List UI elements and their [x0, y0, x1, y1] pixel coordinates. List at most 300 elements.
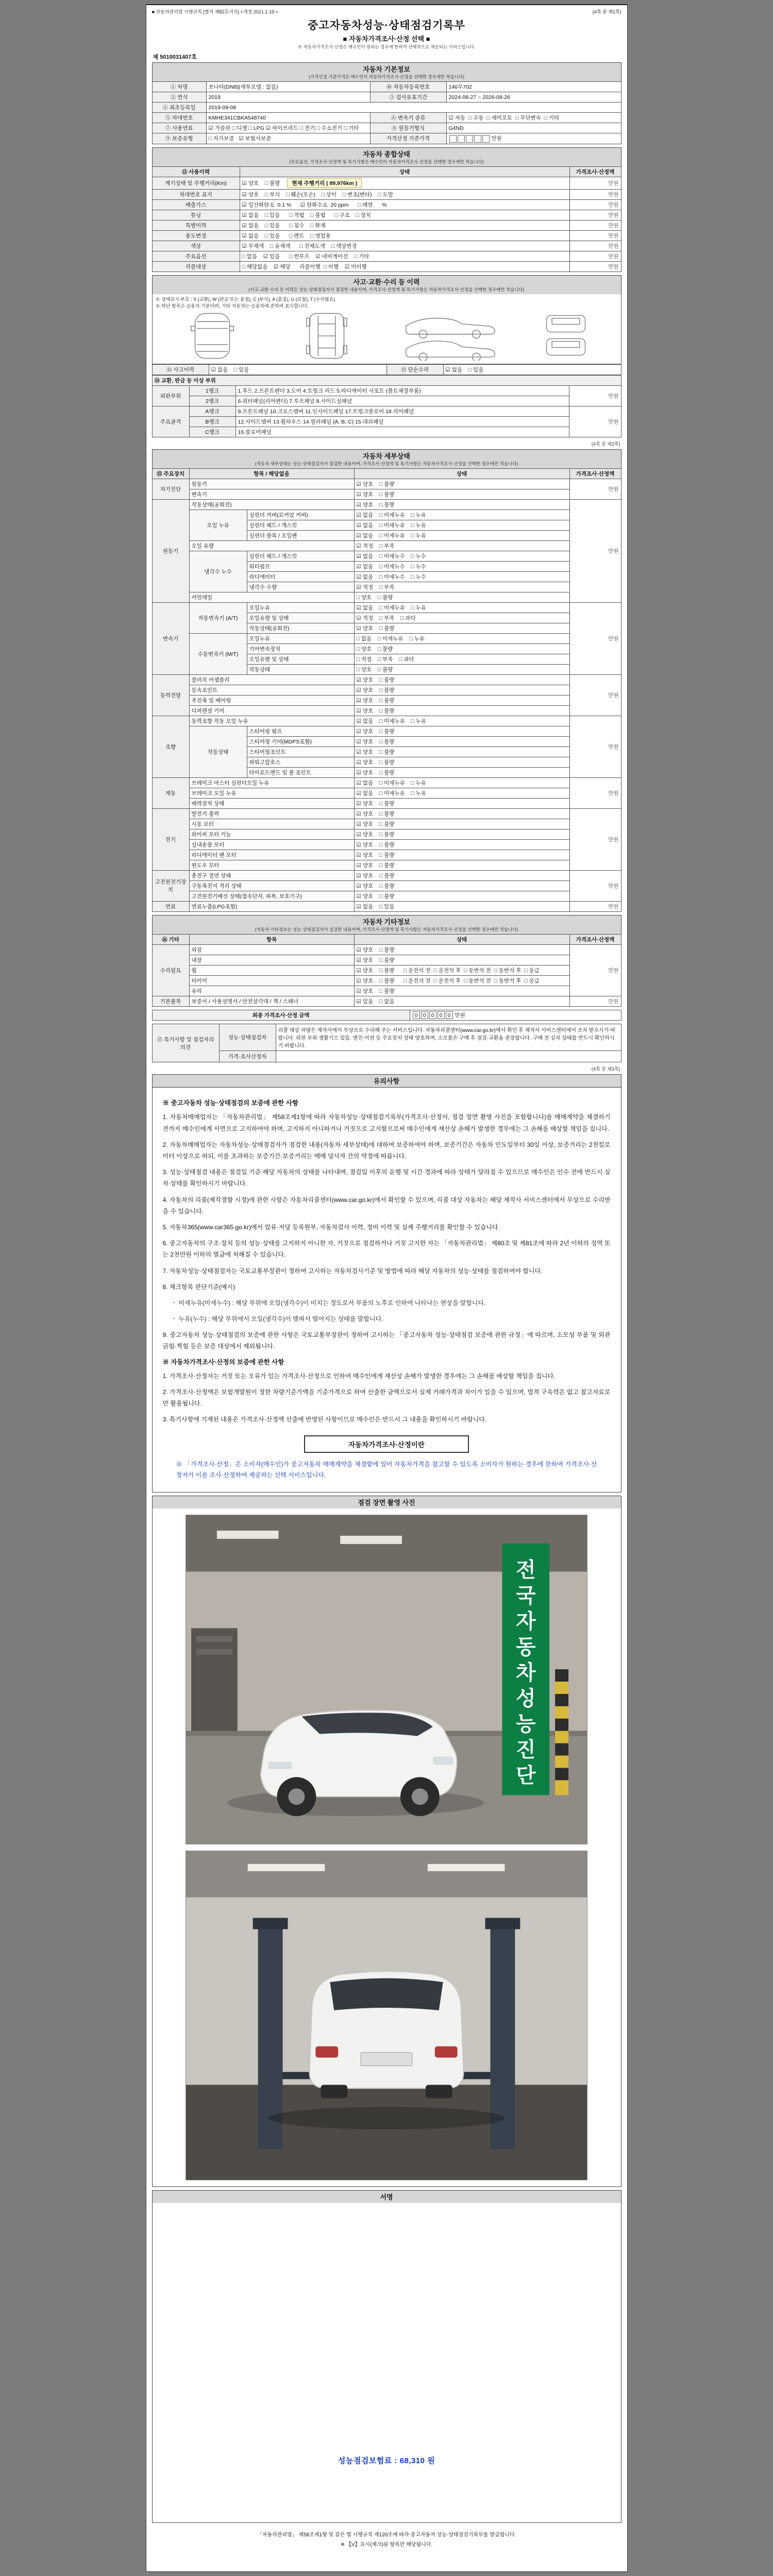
device-item-state: ☑ 양호 □ 불량	[354, 870, 569, 880]
page-marker: (4쪽 중 제3쪽)	[591, 1066, 620, 1072]
usage-item-label: 용도변경	[152, 230, 240, 241]
device-group-label: 연료	[152, 901, 189, 911]
etc-item-state: ☑ 양호 □ 불량	[354, 986, 569, 996]
device-item-state: □ 적정 □ 부족 □ 과다	[354, 654, 569, 664]
etc-row	[152, 944, 621, 955]
usage-item-label: 특별이력	[152, 220, 240, 230]
price-amount-cell: 만원	[569, 189, 621, 199]
device-item-state: ☑ 없음 □ 미세누수 □ 누수	[354, 561, 569, 571]
device-item-state: ☑ 양호 □ 불량	[354, 819, 569, 829]
device-row	[152, 499, 621, 510]
device-item-label: 실내송풍 모터	[189, 839, 354, 850]
device-item-label: 와이퍼 모터 기능	[189, 829, 354, 839]
device-item-state: ☑ 없음 □ 미세누유 □ 누유	[354, 602, 569, 613]
device-price-cell: 만원	[569, 602, 621, 674]
device-price-cell: 만원	[569, 499, 621, 602]
appraiser-comment	[276, 1051, 621, 1062]
price-amount-cell: 만원	[569, 199, 621, 210]
vin-value: KMHE341CBKA548740	[206, 113, 370, 123]
exchange-rank-table	[152, 375, 621, 437]
form-subtitle: ■ 자동차가격조사·산정 선택 ■	[343, 35, 430, 43]
device-row	[152, 551, 621, 561]
etc-info-header	[152, 915, 621, 934]
device-item-state: ☑ 적정 □ 부족	[354, 582, 569, 592]
device-column-header: ⑮ 주요장치	[152, 468, 189, 479]
price-amount-cell: 만원	[569, 220, 621, 230]
insurance-fee-value: 68,310 원	[399, 2456, 435, 2466]
etc-row	[152, 965, 621, 975]
detail-state-section	[152, 449, 621, 912]
device-item-label: 발전기 출력	[189, 808, 354, 819]
device-subgroup-label: 자동변속기 (A/T)	[189, 602, 247, 633]
rank-label: A랭크	[189, 406, 236, 416]
inspection-photo-lift	[186, 1851, 587, 2180]
device-item-state: ☑ 양호 □ 불량	[354, 726, 569, 736]
device-price-cell: 만원	[569, 901, 621, 911]
device-price-cell: 만원	[569, 870, 621, 901]
etc-row	[152, 955, 621, 965]
device-item-state: □ 양호 □ 불량	[354, 643, 569, 654]
usage-history-row	[152, 177, 621, 189]
photo-front-illustration	[186, 1515, 587, 1844]
device-row	[152, 777, 621, 788]
device-item-label: 타이로드엔드 및 볼 조인트	[247, 767, 354, 777]
usage-history-column-header: ⑪ 사용이력	[152, 166, 240, 177]
device-item-state: ☑ 양호 □ 불량	[354, 808, 569, 819]
etc-row	[152, 975, 621, 986]
device-item-label: 오일유량 및 상태	[247, 613, 354, 623]
device-item-label: 스티어링조인트	[247, 747, 354, 757]
basic-info-section	[152, 62, 621, 144]
etc-item-label: 휠	[189, 965, 354, 975]
device-item-state: ☑ 양호 □ 불량	[354, 891, 569, 901]
device-item-label: 오일누유	[247, 602, 354, 613]
reg-no-label: ⑩ 자동차등록번호	[370, 82, 446, 92]
notice-item: 8. 체크항목 판단기준(예시)	[162, 1283, 236, 1291]
svg-text:전국자동차성능진단: 전 국 자 동 차 성 능 진 단	[516, 1559, 536, 1787]
item-column-header: 항목	[189, 934, 354, 944]
rank-price-cell: 만원	[569, 406, 621, 437]
accident-history-label: ⑫ 사고이력	[152, 364, 209, 375]
usage-item-label: 리콜대상	[152, 261, 240, 272]
price-digit-box	[482, 135, 490, 143]
rank-parts: 12.사이드멤버 13.휠하우스 14.필러패널 (A, B, C) 15.대쉬패널	[236, 416, 569, 427]
usage-history-row	[152, 189, 621, 199]
notices-list-1	[163, 1111, 611, 1352]
device-price-cell: 만원	[569, 777, 621, 808]
price-digit-box: 0	[438, 1011, 445, 1019]
photo-lift-illustration	[186, 1851, 587, 2180]
insurance-fee	[338, 2455, 435, 2466]
item-column-header: 항목 / 해당없음	[189, 468, 354, 479]
remarks-label: ⑰ 특기사항 및 점검자의 의견	[152, 1024, 219, 1062]
device-item-state: ☑ 없음 □ 있음	[354, 901, 569, 911]
price-digit-box	[474, 135, 481, 143]
usage-item-label: 튜닝	[152, 210, 240, 220]
inspection-period-label: ③ 검사유효기간	[370, 92, 446, 103]
device-row	[152, 510, 621, 520]
device-row	[152, 592, 621, 602]
device-item-state: ☑ 양호 □ 불량	[354, 705, 569, 716]
device-item-label: 윈도우 모터	[189, 860, 354, 870]
notice-item: 3. 특기사항에 기재된 내용은 가격조사·산정액 산출에 반영된 사항이므로 매수인은 반드시 그 내용을 확인하시기 바랍니다.	[162, 1416, 487, 1423]
basic-info-table	[152, 81, 621, 144]
price-amount-cell: 만원	[569, 230, 621, 241]
base-price-label: 가격산정 기준가격	[370, 133, 446, 144]
device-item-label: 추진축 및 베어링	[189, 695, 354, 705]
notice-item: ㆍ 미세누유(미세누수) : 해당 부위에 오일(냉각수)이 비치는 정도로서 부품의 노후로 인하여 나타나는 현상을 말합니다.	[171, 1299, 486, 1307]
price-digit-box	[466, 135, 473, 143]
section-title: 점검 장면 촬영 사진	[358, 1499, 415, 1507]
final-price-value	[410, 1010, 621, 1021]
device-item-label: 변속기	[189, 489, 354, 499]
form-reference-line	[152, 8, 621, 15]
panel-group-label: 주요골격	[152, 406, 189, 437]
rank-label: 1랭크	[189, 385, 236, 396]
device-row	[152, 788, 621, 798]
final-price-unit: 만원	[455, 1012, 465, 1019]
inspection-record-page	[146, 4, 628, 2572]
device-item-label: 라디에이터 팬 모터	[189, 850, 354, 860]
device-group-label: 원동기	[152, 499, 189, 602]
device-item-label: 냉각수 수량	[247, 582, 354, 592]
document-number: 제 5010031407호	[153, 54, 197, 60]
etc-row	[152, 996, 621, 1006]
car-side-view-diagrams	[397, 311, 500, 361]
usage-history-row	[152, 199, 621, 210]
price-digit-box: 0	[421, 1011, 428, 1019]
device-item-label: 오일 유량	[189, 540, 354, 551]
fuel-checkboxes: ☑ 가솔린 □ 디젤 □ LPG ☑ 하이브리드 □ 전기 □ 수소전기 □ 기타	[206, 123, 370, 133]
device-item-label: 디퍼렌셜 기어	[189, 705, 354, 716]
first-registration-value: 2019-09-08	[206, 103, 621, 113]
section-note: (자동차 기타정보는 성능·상태점검자가 점검한 내용이며, 가격조사·산정액 및 특기사항은 자동차가격조사·산정을 선택한 경우에만 적습니다)	[255, 926, 518, 932]
device-row	[152, 685, 621, 695]
final-price-table	[152, 1010, 621, 1021]
device-item-label: 브레이크 오일 누유	[189, 788, 354, 798]
device-group-label: 고전원전기장치	[152, 870, 189, 901]
device-item-state: ☑ 양호 □ 불량	[354, 695, 569, 705]
page-marker: (4쪽 중 제1쪽)	[592, 9, 621, 14]
accident-history-header	[152, 275, 621, 294]
appraiser-role-label: 가격·조사산정자	[219, 1051, 276, 1062]
usage-item-label: 배출가스	[152, 199, 240, 210]
section-title: 유의사항	[373, 1077, 400, 1086]
rank-label: C랭크	[189, 427, 236, 437]
price-digit-box: 0	[446, 1011, 453, 1019]
device-item-label: 배력장치 상태	[189, 798, 354, 808]
etc-info-table	[152, 934, 621, 1007]
inspector-role-label: 성능·상태점검자	[219, 1024, 276, 1051]
form-footer	[152, 2530, 621, 2550]
transmission-checkboxes: ☑ 자동 □ 수동 □ 세미오토 □ 무단변속 □ 기타	[446, 113, 621, 123]
rank-row	[152, 427, 621, 437]
device-item-state: ☑ 양호 □ 불량	[354, 499, 569, 510]
engine-type-value: G4ND	[446, 123, 621, 133]
device-item-state: ☑ 적정 □ 부족 □ 과다	[354, 613, 569, 623]
device-row	[152, 540, 621, 551]
rank-parts: 1.후드 2.프론트펜더 3.도어 4.트렁크 리드 5.라디에이터 서포트 (볼트체결부품)	[236, 385, 569, 396]
usage-item-label: 색상	[152, 241, 240, 251]
fuel-label: ⑦ 사용연료	[152, 123, 206, 133]
etc-item-label: 외장	[189, 944, 354, 955]
notice-item: 4. 자동차의 리콜(제작결함 시정)에 관한 사항은 자동차리콜센터(www.car.go.kr)에서 확인할 수 있으며, 리콜 대상 자동차는 해당 제작사 서비스센터에서 무상으로 수리받을 수 있습니다.	[162, 1196, 611, 1215]
car-underbody-diagram	[283, 311, 371, 361]
device-item-label: 실린더 커버(로커암 커버)	[247, 510, 354, 520]
device-item-state: ☑ 양호 □ 불량	[354, 685, 569, 695]
device-item-state: ☑ 없음 □ 미세누유 □ 누유	[354, 520, 569, 530]
device-item-label: 작동상태(공회전)	[189, 499, 354, 510]
section-title: 자동차 기타정보	[363, 918, 410, 926]
device-group-label: 자기진단	[152, 479, 189, 499]
etc-info-section	[152, 915, 621, 1007]
notice-item: 9. 중고자동차 성능·상태점검의 보증에 관한 사항은 국토교통부장관이 정하여 고시하는 「중고자동차 성능·상태점검 보증에 관한 규정」에 따르며, 소모성 부품 및 외관 긁힘·찍힘 등은 보증 대상에서 제외됩니다.	[162, 1331, 611, 1350]
device-item-label: 작동상태(공회전)	[247, 623, 354, 633]
year-value: 2019	[206, 92, 370, 103]
device-item-state: ☑ 양호 □ 불량	[354, 860, 569, 870]
device-row	[152, 479, 621, 489]
footer-line-1: 「자동차관리법」 제58조제1항 및 같은 법 시행규칙 제120조에 따라 중고자동차 성능·상태점검기록부를 발급합니다.	[257, 2532, 516, 2538]
device-item-label: 실린더 헤드 / 개스킷	[247, 520, 354, 530]
car-top-view-diagram	[169, 311, 256, 361]
insurance-fee-label: 성능점검보험료 :	[338, 2456, 397, 2466]
rank-row	[152, 406, 621, 416]
device-group-label: 동력전달	[152, 674, 189, 716]
usage-item-state: □ 없음 ☑ 있음 □ 썬루프 ☑ 네비게이션 □ 기타	[240, 251, 569, 261]
notices-section	[152, 1074, 621, 1493]
device-row	[152, 726, 621, 736]
reg-no-value: 146무702	[446, 82, 621, 92]
car-name-value: 쏘나타(DN8)(세부모델 : 없음)	[206, 82, 370, 92]
etc-price-cell: 만원	[569, 996, 621, 1006]
rank-parts: 16.플로어패널	[236, 427, 569, 437]
device-row	[152, 839, 621, 850]
price-column-header: 가격조사·산정액	[569, 934, 621, 944]
section-note: (자동차 세부상태는 성능·상태점검자가 점검한 내용이며, 가격조사·산정액 및 특기사항은 자동차가격조사·산정을 선택한 경우에만 적습니다)	[255, 461, 518, 466]
exchange-panel-label: ⑭ 교환, 판금 등 이상 부위	[152, 375, 621, 385]
device-item-state: ☑ 없음 □ 미세누유 □ 누유	[354, 716, 569, 726]
detail-state-table	[152, 468, 621, 912]
rank-row	[152, 385, 621, 396]
device-item-state: ☑ 없음 □ 미세누유 □ 누유	[354, 510, 569, 520]
state-code-legend: ※ 상태표시 부호 : X (교환), W (판금 또는 용접), C (부식), A (흠집), U (요철), T (수리필요)	[155, 296, 335, 302]
vin-label: ⑤ 차대번호	[152, 113, 206, 123]
device-row	[152, 695, 621, 705]
device-item-state: ☑ 없음 □ 미세누수 □ 누수	[354, 571, 569, 582]
device-row	[152, 602, 621, 613]
comprehensive-state-header	[152, 147, 621, 166]
device-item-state: ☑ 양호 □ 불량	[354, 736, 569, 747]
signature-section	[152, 2190, 621, 2523]
device-item-label: 스티어링 펌프	[247, 726, 354, 736]
usage-item-label: 주요옵션	[152, 251, 240, 261]
etc-item-state: ☑ 양호 □ 불량 □ 운전석 전 □ 운전석 후 □ 동반석 전 □ 동반석 후 □ 응급	[354, 965, 569, 975]
state-column-header: 상태	[240, 166, 569, 177]
device-item-state: ☑ 양호 □ 불량	[354, 829, 569, 839]
etc-item-state: ☑ 양호 □ 불량	[354, 955, 569, 965]
device-item-label: 클러치 어셈블리	[189, 674, 354, 685]
base-price-unit: 만원	[491, 135, 502, 142]
device-item-label: 기어변속장치	[247, 643, 354, 654]
device-item-state: □ 양호 □ 불량	[354, 664, 569, 674]
first-registration-label: ④ 최초등록일	[152, 103, 206, 113]
etc-group-label: 기본품목	[152, 996, 189, 1006]
device-price-cell: 만원	[569, 674, 621, 716]
rank-row	[152, 396, 621, 406]
rank-row	[152, 416, 621, 427]
device-row	[152, 880, 621, 891]
car-diagram-panel	[152, 294, 621, 364]
price-amount-cell: 만원	[569, 241, 621, 251]
detail-state-header	[152, 449, 621, 468]
device-item-state: ☑ 없음 □ 미세누수 □ 누수	[354, 551, 569, 561]
device-row	[152, 870, 621, 880]
section-title: 자동차 세부상태	[363, 452, 410, 460]
price-amount-cell: 만원	[569, 251, 621, 261]
price-column-header: 가격조사·산정액	[569, 468, 621, 479]
inspection-photo-front	[186, 1515, 587, 1844]
car-name-label: ① 차명	[152, 82, 206, 92]
rank-parts: 9.프론트패널 10.크로스멤버 11.인사이드패널 17.트렁크플로어 18.리어패널	[236, 406, 569, 416]
form-subtitle-note: ※ 자동차가격조사·산정은 매수인이 원하는 경우에 한하여 선택적으로 제공되는 서비스입니다.	[297, 44, 476, 49]
usage-item-state: ☑ 없음 □ 있음 □ 렌트 □ 영업용	[240, 230, 569, 241]
device-item-state: ☑ 양호 □ 불량	[354, 880, 569, 891]
device-item-state: ☑ 없음 □ 미세누유 □ 누유	[354, 530, 569, 540]
device-item-state: ☑ 적정 □ 부족	[354, 540, 569, 551]
etc-item-label: 보증서 / 사용설명서 / 안전삼각대 / 잭 / 스패너	[189, 996, 354, 1006]
device-item-state: ☑ 없음 □ 미세누유 □ 누유	[354, 788, 569, 798]
base-price-digit-boxes	[449, 135, 490, 142]
usage-item-label: 차대번호 표기	[152, 189, 240, 199]
device-item-state: □ 양호 □ 불량	[354, 592, 569, 602]
year-label: ② 연식	[152, 92, 206, 103]
device-item-label: 파워고압호스	[247, 757, 354, 767]
state-code-legend2: ※ 하단 항목은 승용차 기준이며, 기타 자동차는 승용차에 준하여 표시합니다.	[155, 303, 309, 309]
device-group-label: 전기	[152, 808, 189, 870]
car-front-rear-diagrams	[527, 311, 604, 361]
device-item-state: ☑ 양호 □ 불량	[354, 850, 569, 860]
notice-item: 2. 자동차매매업자는 자동차성능·상태점검자가 점검한 내용(자동차 세부상태)에 대하여 보증하여야 하며, 보증기간은 자동차 인도일부터 30일 이상, 보증거리는 2천킬로미터 이상으로 하되, 이를 초과하는 보증기간·보증거리는 매매 당사자 간의 약정에 따릅니다.	[162, 1141, 611, 1160]
device-row	[152, 829, 621, 839]
footer-line-2: ※ 【V】표시(체크)된 항목만 해당됩니다.	[340, 2542, 433, 2548]
accident-repair-table	[152, 364, 621, 375]
device-row	[152, 716, 621, 726]
device-item-label: 오일유량 및 상태	[247, 654, 354, 664]
usage-history-row	[152, 251, 621, 261]
device-item-label: 연료누출(LPG포함)	[189, 901, 354, 911]
panel-group-label: 외판부위	[152, 385, 189, 406]
etc-item-label: 유리	[189, 986, 354, 996]
device-group-label: 조향	[152, 716, 189, 777]
price-amount-cell: 만원	[569, 261, 621, 272]
accident-history-section	[152, 275, 621, 437]
device-item-label: 구동축전지 격리 상태	[189, 880, 354, 891]
device-item-state: ☑ 양호 □ 불량	[354, 757, 569, 767]
device-item-label: 커먼레일	[189, 592, 354, 602]
warranty-type-label: ⑨ 보증유형	[152, 133, 206, 144]
usage-history-row	[152, 220, 621, 230]
usage-item-state: ☑ 없음 □ 있음 □ 침수 □ 화재	[240, 220, 569, 230]
notice-item: 6. 중고자동차의 구조·장치 등의 성능·상태를 고지하지 아니한 자, 거짓으로 점검하거나 거짓 고지한 자는 「자동차관리법」 제80조 및 제81조에 따라 2년 이하의 징역 또는 2천만원 이하의 벌금에 처해질 수 있습니다.	[162, 1240, 611, 1259]
price-digit-box	[458, 135, 465, 143]
comprehensive-state-table	[152, 166, 621, 272]
final-price-digit-boxes	[412, 1012, 453, 1019]
device-row	[152, 808, 621, 819]
photos-header	[153, 1496, 621, 1509]
device-row	[152, 850, 621, 860]
etc-item-state: ☑ 양호 □ 불량	[354, 944, 569, 955]
form-title: 중고자동차성능·상태점검기록부	[308, 20, 465, 31]
notice-item: 3. 성능·상태점검 내용은 점검일 기준 해당 자동차의 상태를 나타내며, 점검일 이후의 운행 및 시간 경과에 따라 상태가 달라질 수 있으므로 매수인은 인수 전에 반드시 실차 상태를 확인하시기 바랍니다.	[162, 1168, 611, 1188]
car-diagrams	[156, 310, 618, 363]
device-item-state: ☑ 양호 □ 불량	[354, 623, 569, 633]
device-row	[152, 819, 621, 829]
usage-item-state: ☑ 일산화탄소 0.1 % ☑ 탄화수소 20 ppm □ 매연 %	[240, 199, 569, 210]
signature-header	[153, 2191, 621, 2203]
usage-item-state: ☑ 양호 □ 불량 현재 주행거리 ( 89,976km )	[240, 177, 569, 189]
device-item-state: ☑ 양호 □ 불량	[354, 674, 569, 685]
basic-info-header	[152, 62, 621, 81]
usage-history-row	[152, 241, 621, 251]
device-item-state: ☑ 양호 □ 불량	[354, 747, 569, 757]
device-item-state: ☑ 없음 □ 미세누유 □ 누유	[354, 777, 569, 788]
usage-item-state: □ 해당없음 ☑ 해당 리콜이행 □ 이행 ☑ 미이행	[240, 261, 569, 272]
signature-area	[153, 2203, 621, 2522]
notices-subtitle-1: ※ 중고자동차 성능·상태점검의 보증에 관한 사항	[162, 1099, 298, 1107]
notice-item: 1. 자동차매매업자는 「자동차관리법」 제58조제1항에 따라 자동차성능·상태점검기록부(가격조사·산정서, 점검 장면 촬영 사진을 포함합니다)를 매매계약을 체결하기 전까지 매수인에게 서면으로 고지하여야 하며, 고지하지 아니하거나 거짓으로 고지함으로써 매수인에게 재산상 손해가 발생한 경우에는 그 손해를 배상할 책임을 집니다.	[162, 1113, 611, 1132]
notices-subtitle-2: ※ 자동차가격조사·산정의 보증에 관한 사항	[162, 1358, 284, 1366]
etc-item-label: 내장	[189, 955, 354, 965]
etc-column-header: ⑯ 기타	[152, 934, 189, 944]
inspection-period-value: 2024-08-27 ~ 2026-08-26	[446, 92, 621, 103]
transmission-label: ⑥ 변속기 종류	[370, 113, 446, 123]
simple-repair-checkboxes: ☑ 없음 □ 있음	[443, 364, 621, 375]
device-item-label: 스티어링 기어(MDPS포함)	[247, 736, 354, 747]
usage-item-state: ☑ 무채색 □ 유채색 □ 전체도색 □ 색상변경	[240, 241, 569, 251]
inspector-comment: 리콜 대상 차량은 제작사에서 무상으로 수리해 주는 서비스입니다. 자동차리콜센터(www.car.go.kr)에서 확인 후 제작사 서비스센터에서 조치 받으시기 바랍니다. 외판 부위 생활기스 있음. 엔진·미션 등 주요장치 상태 양호하며, 소모품은 구매 후 점검·교환을 권장합니다. 구매 전 실차 상태를 반드시 확인하시기 바랍니다.	[276, 1024, 621, 1051]
price-digit-box: 0	[413, 1011, 420, 1019]
device-item-state: ☑ 양호 □ 불량	[354, 479, 569, 489]
device-row	[152, 705, 621, 716]
device-row	[152, 860, 621, 870]
device-item-label: 충전구 절연 상태	[189, 870, 354, 880]
base-price-value	[446, 133, 621, 144]
notice-item: 2. 가격조사·산정액은 보험개발원이 정한 차량기준가액을 기준가격으로 하여 산출한 금액으로서 실제 거래가격과 차이가 있을 수 있으며, 법적 구속력은 없고 참고자료로만 활용됩니다.	[162, 1388, 611, 1407]
section-note: (주요옵션, 가격조사·산정액 및 특기사항은 매수인이 자동차가격조사·산정을 선택한 경우에만 적습니다)	[289, 159, 484, 164]
device-group-label: 제동	[152, 777, 189, 808]
device-price-cell: 만원	[569, 808, 621, 870]
price-digit-box	[449, 135, 457, 143]
notice-item: 1. 가격조사·산정자는 거짓 또는 오류가 있는 가격조사·산정으로 인하여 매수인에게 재산상 손해가 발생한 경우에는 그 손해를 배상할 책임을 집니다.	[162, 1372, 556, 1380]
device-subgroup-label: 냉각수 누수	[189, 551, 247, 592]
etc-item-state: ☑ 양호 □ 불량 □ 운전석 전 □ 운전석 후 □ 동반석 전 □ 동반석 후 □ 응급	[354, 975, 569, 986]
device-subgroup-label: 작동상태	[189, 726, 247, 777]
section-title: 자동차 기본정보	[363, 65, 410, 73]
section-note: (가격산정 기준가격은 매수인이 자동차가격조사·산정을 선택한 경우에만 적습니다)	[309, 74, 464, 79]
price-column-header: 가격조사·산정액	[569, 166, 621, 177]
notice-item: 5. 자동차365(www.car365.go.kr)에서 압류·저당 등록원부, 자동차검사 이력, 정비 이력 및 실제 주행거리를 확인할 수 있습니다.	[162, 1223, 500, 1231]
form-reference: ■ 자동차관리법 시행규칙 [별지 제82호서식] <개정 2021.1.19.>	[152, 9, 278, 14]
device-item-label: 작동상태	[247, 664, 354, 674]
device-subgroup-label: 수동변속기 (M/T)	[189, 633, 247, 674]
usage-history-row	[152, 210, 621, 220]
current-mileage-box: 현재 주행거리 ( 89,976km )	[287, 178, 362, 188]
price-amount-cell: 만원	[569, 210, 621, 220]
page-marker: (4쪽 중 제2쪽)	[591, 441, 620, 447]
notices-list-2	[163, 1370, 611, 1426]
device-row	[152, 891, 621, 901]
device-subgroup-label: 오일 누유	[189, 510, 247, 540]
